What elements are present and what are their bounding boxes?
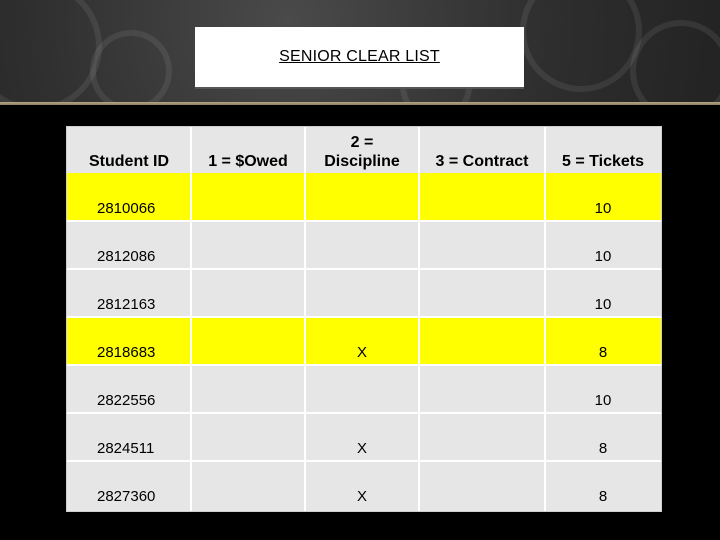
cell-owed — [191, 317, 305, 365]
cell-owed — [191, 269, 305, 317]
header-tickets: 5 = Tickets — [562, 153, 644, 170]
cell-owed — [191, 461, 305, 509]
cell-contract — [419, 269, 545, 317]
table-row — [67, 365, 661, 413]
table-row — [67, 173, 661, 221]
cell-owed — [191, 413, 305, 461]
header-student-id: Student ID — [89, 153, 169, 170]
title-box — [195, 27, 524, 89]
cell-contract — [419, 365, 545, 413]
cell-discipline: X — [356, 440, 367, 457]
grid-line-vertical — [418, 127, 420, 511]
slide-title: SENIOR CLEAR LIST — [279, 48, 440, 65]
accent-divider-line — [0, 102, 720, 105]
cell-contract — [419, 317, 545, 365]
table-row — [67, 461, 661, 509]
cell-owed — [191, 173, 305, 221]
grid-line-horizontal — [67, 460, 661, 462]
header-contract: 3 = Contract — [435, 153, 529, 170]
cell-student-id: 2812086 — [97, 248, 156, 265]
header-owed: 1 = $Owed — [208, 153, 288, 170]
cell-discipline: X — [356, 344, 367, 361]
cell-tickets: 8 — [598, 440, 608, 457]
cell-owed — [191, 365, 305, 413]
cell-owed — [191, 221, 305, 269]
cell-contract — [419, 221, 545, 269]
header-discipline: 2 = Discipline — [324, 134, 400, 170]
cell-contract — [419, 461, 545, 509]
grid-line-horizontal — [67, 412, 661, 414]
grid-line-vertical — [190, 127, 192, 511]
grid-line-vertical — [544, 127, 546, 511]
grid-line-horizontal — [67, 364, 661, 366]
cell-student-id: 2824511 — [97, 440, 155, 457]
cell-tickets: 10 — [594, 392, 612, 409]
cell-discipline — [305, 269, 419, 317]
clear-list-table — [66, 126, 662, 512]
grid-line-horizontal — [67, 316, 661, 318]
grid-line-vertical — [304, 127, 306, 511]
cell-discipline — [305, 173, 419, 221]
cell-discipline — [305, 365, 419, 413]
cell-tickets: 8 — [598, 488, 608, 505]
cell-contract — [419, 413, 545, 461]
cell-student-id: 2812163 — [97, 296, 156, 313]
grid-line-horizontal — [67, 268, 661, 270]
table-row — [67, 269, 661, 317]
cell-discipline — [305, 221, 419, 269]
cell-student-id: 2822556 — [97, 392, 156, 409]
cell-student-id: 2810066 — [97, 200, 156, 217]
table-row — [67, 317, 661, 365]
grid-line-horizontal — [67, 220, 661, 222]
cell-student-id: 2818683 — [97, 344, 156, 361]
table-row — [67, 413, 661, 461]
cell-tickets: 10 — [594, 200, 612, 217]
cell-tickets: 10 — [594, 296, 612, 313]
cell-student-id: 2827360 — [97, 488, 156, 505]
cell-contract — [419, 173, 545, 221]
cell-discipline: X — [356, 488, 367, 505]
cell-tickets: 8 — [598, 344, 608, 361]
table-row — [67, 221, 661, 269]
cell-tickets: 10 — [594, 248, 612, 265]
